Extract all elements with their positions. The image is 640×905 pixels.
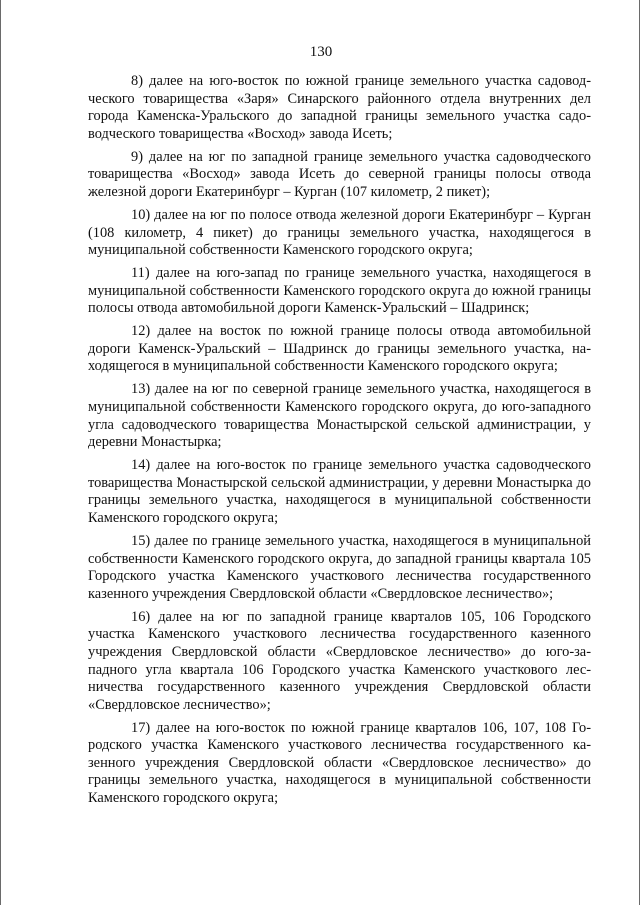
paragraph-12: 12) далее на восток по южной границе полосы отвода автомобильной дороги Каменск-Уральский – Шадринск до границы земельного участка, находящегося в муниципальной собственности Каменского городского округа; bbox=[88, 323, 591, 375]
paragraph-14: 14) далее на юго-восток по границе земельного участка садоводческого товарищества Монастырской сельской администрации, у деревни Монастырка до границы земельного участка, находящегося в муниципальной собственности Каменского городского округа; bbox=[88, 457, 591, 526]
paragraph-15: 15) далее по границе земельного участка, находящегося в муниципальной собственности Каменского городского округа, до западной границы квартала 105 Городского участка Каменского участкового лесничества государственного казенного учреждения Свердловской области «Свердловское лесничество»; bbox=[88, 532, 591, 602]
paragraph-9: 9) далее на юг по западной границе земельного участка садоводческого товарищества «Восход» завода Исеть до северной границы полосы отвода железной дороги Екатеринбург – Курган (107 километр, 2 пикет); bbox=[88, 148, 591, 200]
paragraph-17: 17) далее на юго-восток по южной границе кварталов 106, 107, 108 Городского участка Каменского участкового лесничества государственного казенного учреждения Свердловской области «Свердловское лесничество» до границы земельного участка, находящегося в муниципальной собственности Каменского городского округа; bbox=[88, 719, 591, 807]
page-number: 130 bbox=[309, 44, 333, 60]
paragraph-13: 13) далее на юг по северной границе земельного участка, находящегося в муниципальной собственности Каменского городского округа, до юго-западного угла садоводческого товарищества Монастырской сельской администрации, у деревни Монастырка; bbox=[88, 381, 591, 451]
paragraph-8: 8) далее на юго-восток по южной границе земельного участка садоводческого товарищества «Заря» Синарского районного отдела внутренних дел города Каменска-Уральского до западной границы земельного участка садоводческого товарищества «Восход» завода Исеть; bbox=[88, 73, 591, 142]
paragraph-10: 10) далее на юг по полосе отвода железной дороги Екатеринбург – Курган (108 километр, 4 пикет) до границы земельного участка, находящегося в муниципальной собственности Каменского городского округа; bbox=[88, 206, 591, 259]
paragraph-16: 16) далее на юг по западной границе кварталов 105, 106 Городского участка Каменского участкового лесничества государственного казенного учреждения Свердловской области «Свердловское лесничество» до юго-западного угла квартала 106 Городского участка Каменского участкового лесничества государственного казенного учреждения Свердловской области «Свердловское лесничество»; bbox=[88, 608, 591, 713]
paragraph-11: 11) далее на юго-запад по границе земельного участка, находящегося в муниципальной собственности Каменского городского округа до южной границы полосы отвода автомобильной дороги Каменск-Уральский – Шадринск; bbox=[88, 265, 591, 317]
document-body bbox=[88, 73, 591, 813]
